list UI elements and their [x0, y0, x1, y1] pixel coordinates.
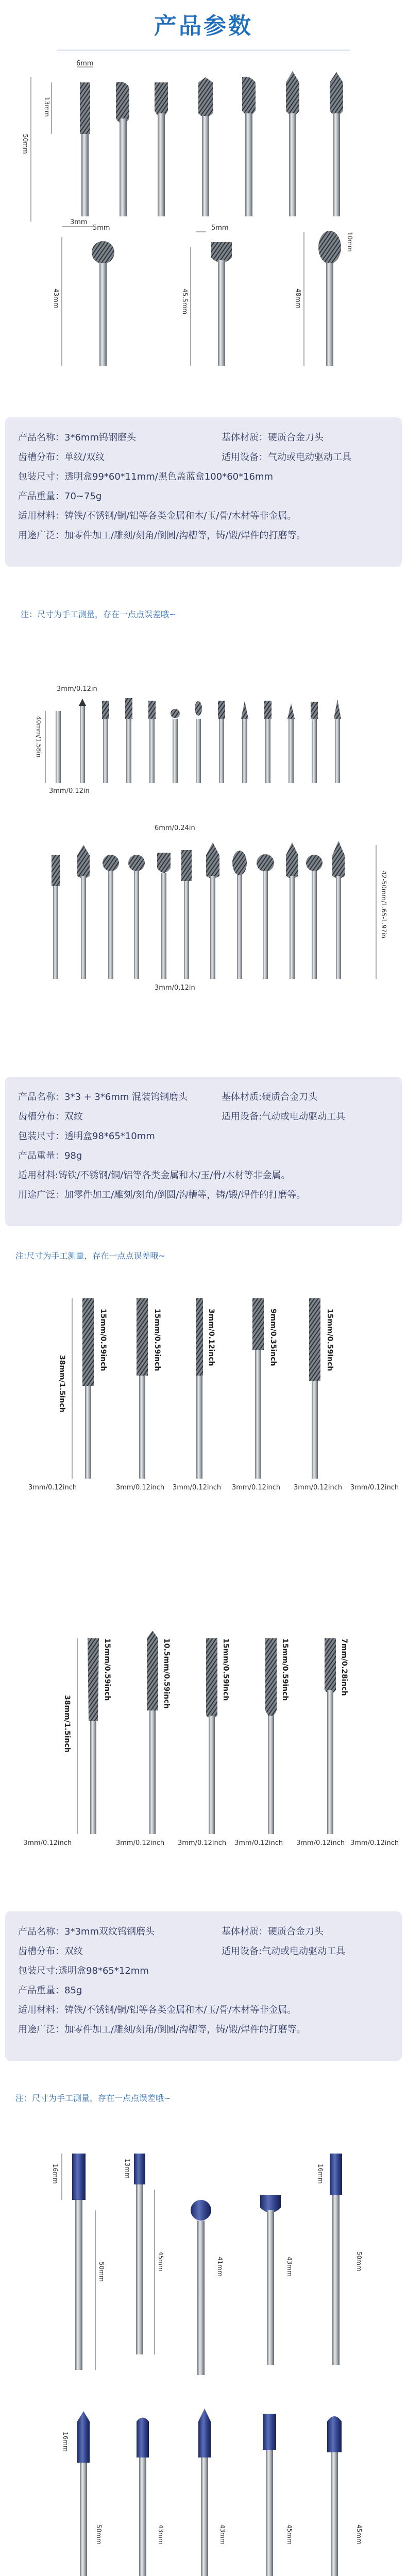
section-5-gallery — [0, 2133, 407, 2576]
spec-package: 包装尺寸:透明盒98*65*12mm — [18, 1965, 149, 1976]
dim-s4-cut4: 15mm/0.59inch — [281, 1638, 289, 1701]
dim-s3-shank-6: 3mm/0.12inch — [350, 1484, 399, 1492]
spec-material: 基体材质:硬质合金刀头 — [222, 1092, 318, 1103]
spec-teeth: 齿槽分布：双纹 — [18, 1946, 83, 1957]
dim-s3-shank-4: 3mm/0.12inch — [232, 1484, 281, 1492]
burr-row-6mm — [52, 841, 345, 979]
burr-set-2-illustration — [0, 670, 407, 1061]
dim-s5-len-2: 45mm — [157, 2251, 164, 2272]
dim-s4-cut3: 15mm/0.59inch — [222, 1638, 230, 1701]
dim-ball-width: 5mm — [93, 224, 110, 232]
spec-usage: 用途广泛：加零件加工/雕刻/刻角/倒圆/沟槽等，铸/锻/焊件的打磨等。 — [18, 1190, 306, 1200]
dim-s2-length: 40mm/1.58in — [35, 716, 42, 758]
dim-s3-cut4: 9mm/0.35inch — [269, 1309, 277, 1366]
measure-note-3: 注：尺寸为手工测量，存在一点点误差哦~ — [15, 2093, 171, 2103]
dim-ball-length: 43mm — [53, 289, 60, 309]
spec-card-2 — [5, 1077, 402, 1226]
dim-s5-len-8: 43mm — [219, 2524, 226, 2545]
burr-set-5-illustration — [0, 2133, 407, 2576]
spec-name: 产品名称：3*3 + 3*6mm 混装钨钢磨头 — [18, 1092, 188, 1103]
dim-head-length: 13mm — [43, 97, 50, 117]
burr-row-top — [80, 71, 343, 216]
spec-weight: 产品重量：70~75g — [18, 491, 102, 502]
dim-s4-cut5: 7mm/0.28inch — [340, 1638, 348, 1696]
dim-s5-len-7: 43mm — [157, 2524, 164, 2545]
dim-s5-head-1: 16mm — [52, 2164, 59, 2184]
dim-s4-cut2: 10.5mm/0.59inch — [162, 1638, 171, 1709]
dim-s4-shank-4: 3mm/0.12inch — [234, 1839, 283, 1847]
dim-s4-length: 38mm/1.5inch — [63, 1695, 71, 1753]
dim-s5-head-2: 13mm — [124, 2159, 131, 2179]
spec-device: 适用设备:气动或电动驱动工具 — [222, 1111, 346, 1122]
spec-teeth: 齿槽分布：单纹/双纹 — [18, 452, 105, 463]
spec-card-3 — [5, 1911, 402, 2061]
cylinder-burr-group — [82, 1298, 320, 1479]
dim-s5-len-9: 45mm — [286, 2524, 293, 2545]
spec-material: 基体材质：硬质合金刀头 — [222, 432, 324, 443]
page-title: 产品参数 — [154, 13, 253, 39]
spec-materials: 适用材料：铸铁/不锈钢/铜/铝等各类金属和木/玉/骨/木材等非金属。 — [18, 2005, 297, 2015]
dim-s3-cut1: 15mm/0.59inch — [99, 1309, 107, 1371]
spec-name: 产品名称：3*3mm双纹钨钢磨头 — [18, 1926, 155, 1937]
dim-s2-total: 42-50mm/1.65-1.97in — [380, 871, 387, 938]
dim-s3-shank-5: 3mm/0.12inch — [294, 1484, 343, 1492]
measure-note-2: 注:尺寸为手工测量，存在一点点误差哦~ — [15, 1251, 165, 1261]
spec-weight: 产品重量：98g — [18, 1150, 82, 1161]
dim-s2-tip: 3mm/0.12in — [57, 685, 97, 693]
page-header — [0, 0, 407, 57]
measure-note-1: 注：尺寸为手工测量，存在一点点误差哦~ — [21, 609, 176, 619]
dim-s5-head-6: 16mm — [62, 2432, 69, 2452]
dim-s5-len-1: 50mm — [98, 2262, 105, 2282]
dim-head-width: 6mm — [76, 60, 94, 67]
tapered-burr-group — [88, 1631, 336, 1834]
dim-s3-length: 38mm/1.5inch — [58, 1355, 66, 1413]
dim-s3-shank-3: 3mm/0.12inch — [173, 1484, 222, 1492]
dim-s4-shank-3: 3mm/0.12inch — [178, 1839, 227, 1847]
coated-burr-row-1 — [72, 2154, 342, 2375]
dim-s5-len-10: 45mm — [355, 2524, 363, 2545]
spec-material: 基体材质：硬质合金刀头 — [222, 1926, 324, 1937]
spec-package: 包装尺寸：透明盒99*60*11mm/黑色盖蓝盒100*60*16mm — [18, 471, 274, 482]
dim-s4-shank-1: 3mm/0.12inch — [23, 1839, 72, 1847]
dim-s3-shank-1: 3mm/0.12inch — [28, 1484, 77, 1492]
dim-cyl-width: 5mm — [211, 224, 229, 232]
spec-usage: 用途广泛：加零件加工/雕刻/刻角/倒圆/沟槽等，铸/锻/焊件的打磨等。 — [18, 530, 306, 541]
dim-s5-len-3: 41mm — [216, 2257, 224, 2277]
section-4-gallery — [0, 1618, 407, 1886]
section-1-gallery — [0, 57, 407, 417]
section-3-gallery — [0, 1278, 407, 1535]
spec-name: 产品名称：3*6mm钨钢磨头 — [18, 432, 136, 443]
dim-s2-3mm: 3mm/0.12in — [155, 984, 195, 992]
dim-cyl-length: 45.5mm — [181, 289, 189, 315]
dim-overall-length: 50mm — [22, 134, 29, 154]
dim-s5-len-4: 43mm — [286, 2257, 293, 2277]
dim-s2-shank: 3mm/0.12in — [49, 787, 90, 795]
dim-oval-head: 10mm — [346, 232, 353, 252]
spec-materials: 适用材料：铸铁/不锈钢/铜/铝等各类金属和木/玉/骨/木材等非金属。 — [18, 511, 297, 521]
title-underline — [57, 49, 350, 51]
dim-s4-shank-6: 3mm/0.12inch — [350, 1839, 399, 1847]
spec-materials: 适用材料:铸铁/不锈钢/铜/铝等各类金属和木/玉/骨/木材等非金属。 — [18, 1170, 291, 1181]
spec-card-1 — [5, 417, 402, 567]
spec-teeth: 齿槽分布：双纹 — [18, 1111, 83, 1122]
dim-s4-cut1: 15mm/0.59inch — [103, 1638, 111, 1701]
dim-s3-cut2: 15mm/0.59inch — [153, 1309, 161, 1371]
spec-usage: 用途广泛：加零件加工/雕刻/刻角/倒圆/沟槽等，铸/锻/焊件的打磨等。 — [18, 2024, 306, 2035]
spec-device: 适用设备：气动或电动驱动工具 — [222, 452, 351, 463]
dim-s3-shank-2: 3mm/0.12inch — [116, 1484, 165, 1492]
dim-shank: 3mm — [70, 218, 88, 226]
dim-s4-shank-2: 3mm/0.12inch — [116, 1839, 165, 1847]
dim-s2-6mm: 6mm/0.24in — [155, 824, 195, 832]
dim-s3-cut3: 3mm/0.12inch — [207, 1309, 215, 1366]
dim-oval-length: 48mm — [295, 289, 302, 309]
spec-weight: 产品重量：85g — [18, 1985, 82, 1996]
dim-s3-cut5: 15mm/0.59inch — [326, 1309, 334, 1371]
dim-s5-len-5: 50mm — [355, 2251, 363, 2272]
section-2-gallery — [0, 670, 407, 1061]
coated-burr-row-2 — [77, 2409, 342, 2576]
dim-s5-len-6: 50mm — [95, 2524, 103, 2545]
burr-row-bottom — [92, 231, 341, 366]
burr-row-3mm — [56, 698, 341, 783]
dim-s4-shank-5: 3mm/0.12inch — [296, 1839, 345, 1847]
dim-s5-head-5: 16mm — [317, 2164, 324, 2184]
spec-package: 包装尺寸：透明盒98*65*10mm — [18, 1131, 155, 1142]
spec-device: 适用设备:气动或电动驱动工具 — [222, 1946, 346, 1957]
